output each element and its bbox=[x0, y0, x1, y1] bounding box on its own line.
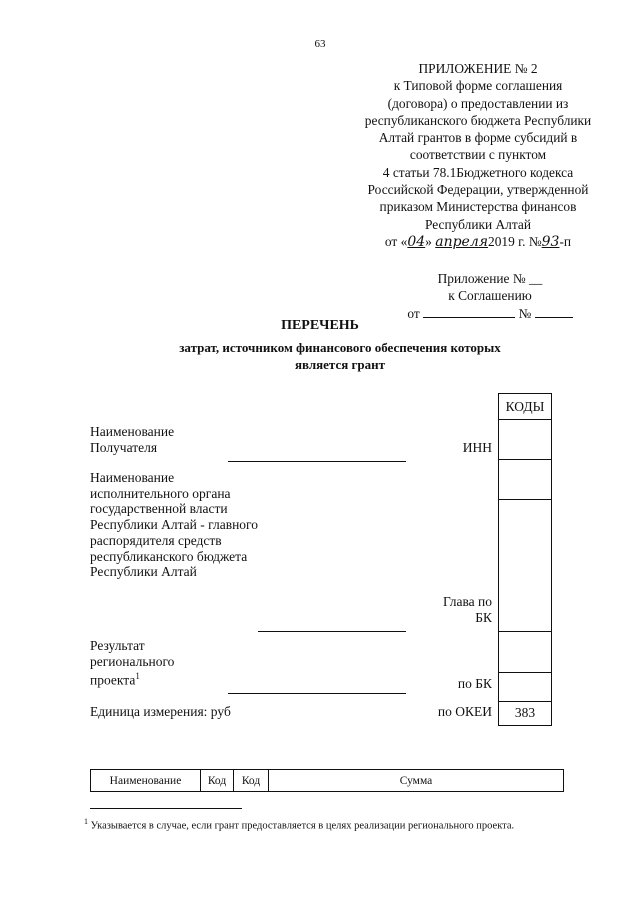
footnote-mark: 1 bbox=[84, 817, 88, 826]
date-year: 2019 г. № bbox=[488, 233, 542, 249]
table-header-row bbox=[91, 770, 564, 792]
col-sum-header: Сумма bbox=[269, 770, 564, 792]
date-suffix: -п bbox=[559, 233, 572, 249]
recipient-label: Наименование Получателя bbox=[90, 424, 175, 455]
po-okei-label: по ОКЕИ bbox=[437, 704, 492, 719]
appendix-line: Республики Алтай bbox=[424, 216, 531, 232]
footnote-rule bbox=[90, 808, 242, 809]
appendix-line: республиканского бюджета Республики bbox=[364, 112, 592, 128]
date-prefix: от « bbox=[384, 233, 408, 249]
agreement-no-label: № bbox=[518, 305, 532, 321]
glava-label-line1: Глава по bbox=[442, 594, 492, 609]
appendix-line: (договора) о предоставлении из bbox=[387, 95, 569, 111]
appendix-line: ПРИЛОЖЕНИЕ № 2 bbox=[418, 61, 538, 76]
appendix-line: Алтай грантов в форме субсидий в bbox=[378, 130, 578, 146]
cost-table bbox=[90, 769, 564, 792]
subtitle-line: является грант bbox=[294, 357, 386, 372]
agreement-date-blank bbox=[423, 305, 515, 318]
codes-cell-glava bbox=[499, 499, 551, 631]
appendix-header bbox=[330, 60, 626, 251]
result-underline bbox=[228, 693, 406, 694]
appendix-line: приказом Министерства финансов bbox=[379, 199, 577, 215]
handwritten-month: апреля bbox=[435, 233, 489, 250]
codes-cell-blank bbox=[499, 631, 551, 672]
agreement-from-label: от bbox=[407, 305, 420, 321]
result-label bbox=[90, 638, 200, 689]
recipient-underline bbox=[228, 461, 406, 462]
authority-underline bbox=[258, 631, 406, 632]
codes-header: КОДЫ bbox=[505, 399, 545, 414]
col-code2-header: Код bbox=[234, 770, 269, 792]
appendix-date-line bbox=[330, 233, 626, 251]
agreement-reference bbox=[395, 270, 585, 322]
glava-label bbox=[420, 594, 492, 625]
col-code1-header: Код bbox=[201, 770, 234, 792]
handwritten-number: 93 bbox=[541, 233, 560, 250]
appendix-line: к Типовой форме соглашения bbox=[393, 78, 563, 94]
footnote-text: Указывается в случае, если грант предоставляется в целях реализации регионального проекта. bbox=[90, 820, 515, 832]
col-name-header: Наименование bbox=[91, 770, 201, 792]
result-footnote-mark: 1 bbox=[135, 671, 140, 682]
po-bk-label: по БК bbox=[457, 676, 492, 691]
subtitle-line: затрат, источником финансового обеспечения которых bbox=[179, 340, 501, 355]
codes-cell-bk bbox=[499, 672, 551, 701]
codes-column bbox=[498, 393, 552, 726]
codes-cell-blank bbox=[499, 419, 551, 459]
appendix-line: 4 статьи 78.1Бюджетного кодекса bbox=[382, 164, 574, 180]
page-number: 63 bbox=[314, 38, 326, 50]
document-title: ПЕРЕЧЕНЬ bbox=[281, 318, 359, 333]
glava-label-line2: БК bbox=[475, 609, 492, 625]
codes-cell-inn bbox=[499, 459, 551, 499]
date-mid: » bbox=[425, 233, 432, 249]
unit-label: Единица измерения: руб bbox=[90, 704, 231, 719]
agreement-number-blank bbox=[535, 305, 573, 318]
document-subtitle bbox=[130, 339, 550, 373]
agreement-ref-line1: Приложение № __ bbox=[437, 271, 543, 286]
inn-label: ИНН bbox=[462, 440, 492, 455]
agreement-ref-line2: к Соглашению bbox=[448, 288, 532, 304]
result-label-text: Результат регионального проекта bbox=[90, 638, 175, 688]
footnote bbox=[84, 817, 604, 832]
appendix-line: Российской Федерации, утвержденной bbox=[367, 182, 589, 198]
appendix-line: соответствии с пунктом bbox=[409, 147, 547, 163]
okei-code: 383 bbox=[499, 701, 551, 725]
handwritten-day: 04 bbox=[407, 233, 426, 250]
authority-label: Наименование исполнительного органа государственной власти Республики Алтай - главного распорядителя средств республиканского бюджета Республики Алтай bbox=[90, 470, 258, 580]
